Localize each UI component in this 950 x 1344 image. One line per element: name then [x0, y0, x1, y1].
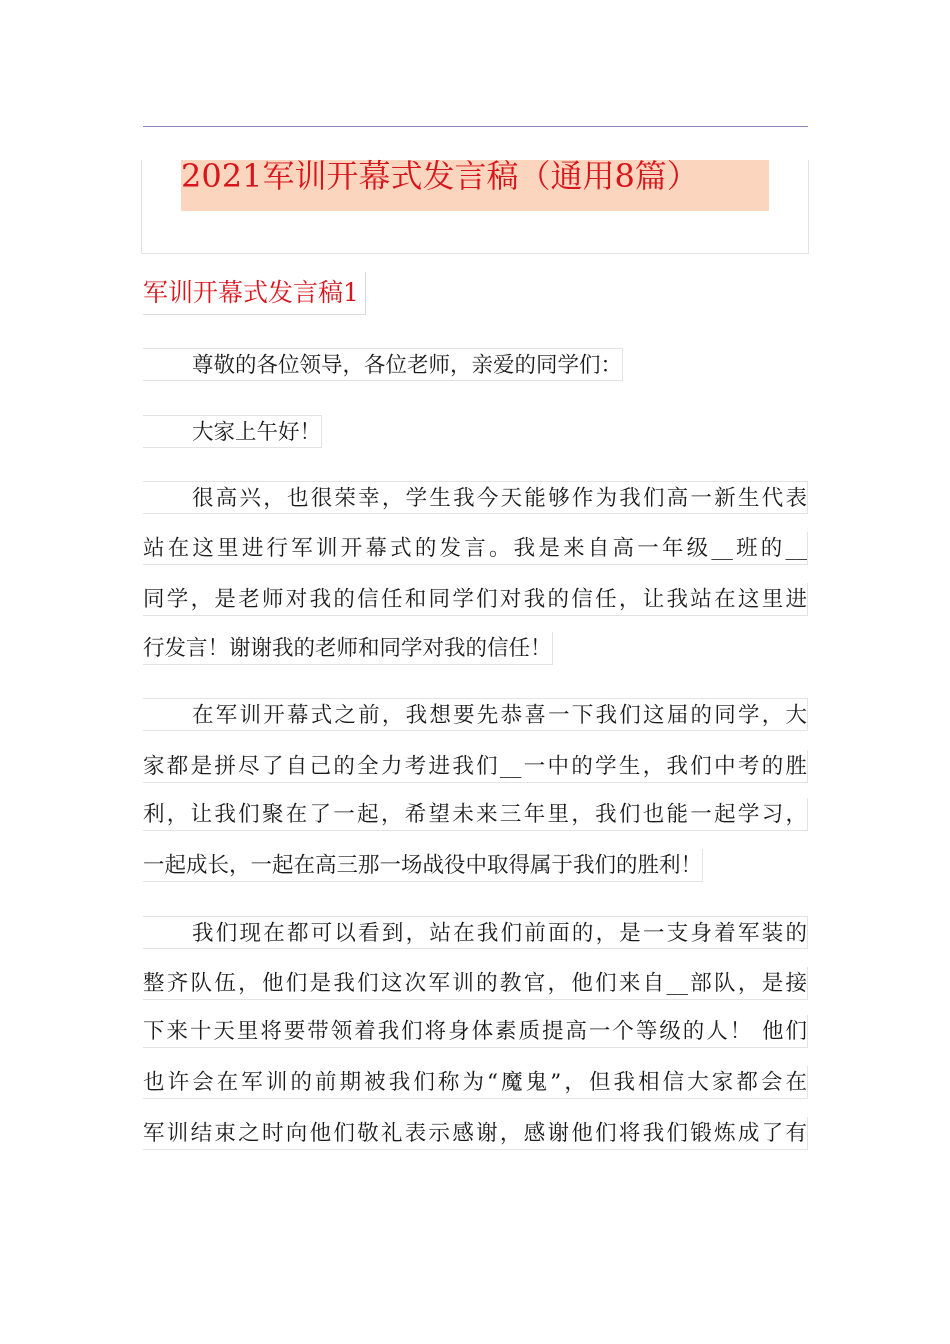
paragraph-line: 军训结束之时向他们敬礼表示感谢，感谢他们将我们锻炼成了有: [143, 1117, 808, 1150]
paragraph-line: 很高兴，也很荣幸，学生我今天能够作为我们高一新生代表: [143, 481, 808, 514]
paragraph-line: 整齐队伍，他们是我们这次军训的教官，他们来自__部队，是接: [143, 967, 808, 1000]
paragraph-line: 大家上午好！: [143, 415, 322, 448]
paragraph-line: 同学，是老师对我的信任和同学们对我的信任，让我站在这里进: [143, 583, 808, 616]
paragraph-line: 在军训开幕式之前，我想要先恭喜一下我们这届的同学，大: [143, 698, 808, 731]
paragraph-line: 行发言！谢谢我的老师和同学对我的信任！: [143, 632, 553, 665]
paragraph-line: 站在这里进行军训开幕式的发言。我是来自高一年级__班的__: [143, 532, 808, 565]
paragraph-line: 下来十天里将要带领着我们将身体素质提高一个等级的人！ 他们: [143, 1015, 808, 1048]
paragraph-line: 家都是拼尽了自己的全力考进我们__一中的学生，我们中考的胜: [143, 750, 808, 783]
section-heading: 军训开幕式发言稿1: [143, 272, 366, 315]
paragraph-line: 也许会在军训的前期被我们称为“魔鬼”，但我相信大家都会在: [143, 1066, 808, 1099]
document-title: 2021军训开幕式发言稿（通用8篇）: [181, 157, 699, 195]
paragraph-line: 我们现在都可以看到，站在我们前面的，是一支身着军装的: [143, 916, 808, 949]
paragraph-line: 尊敬的各位领导，各位老师，亲爱的同学们：: [143, 348, 623, 381]
paragraph-line: 一起成长，一起在高三那一场战役中取得属于我们的胜利！: [143, 849, 703, 882]
paragraph-line: 利，让我们聚在了一起，希望未来三年里，我们也能一起学习，: [143, 798, 808, 831]
header-rule: [143, 126, 808, 127]
